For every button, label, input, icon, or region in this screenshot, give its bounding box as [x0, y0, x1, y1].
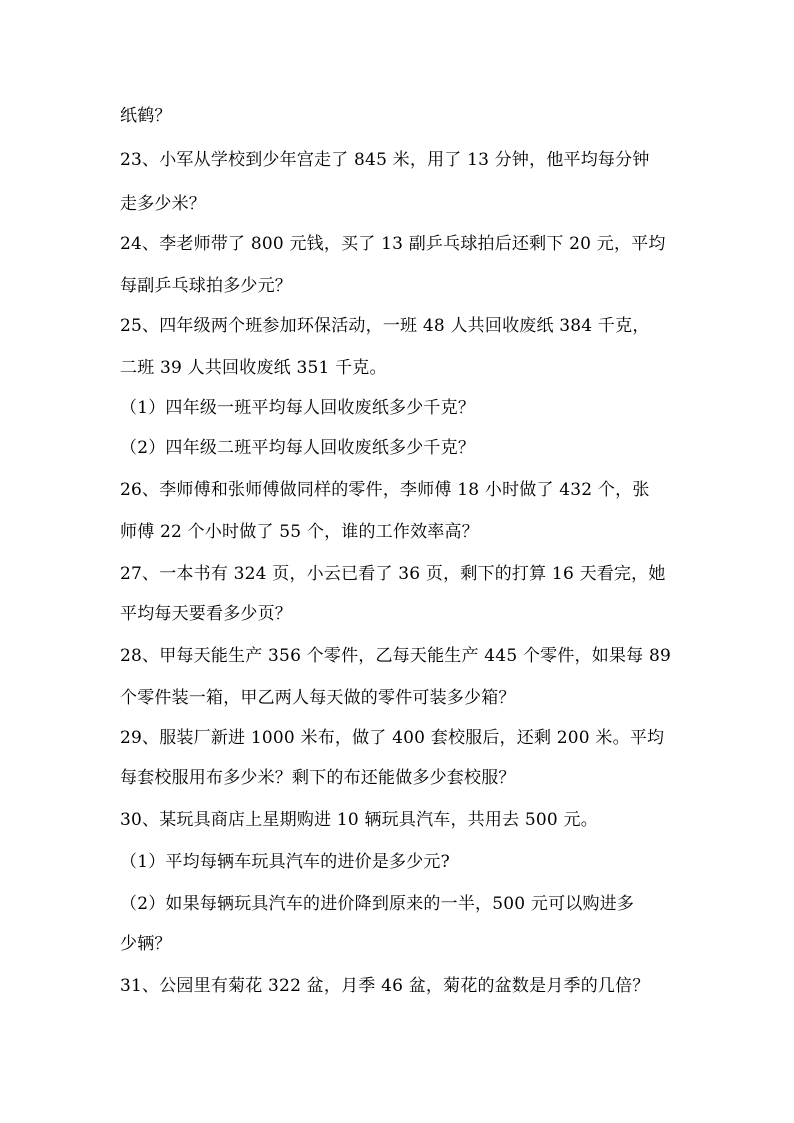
problem-30-subquestion-2-line-1: （2）如果每辆玩具汽车的进价降到原来的一半，500 元可以购进多: [120, 894, 635, 914]
problem-27-line-1: 27、一本书有 324 页，小云已看了 36 页，剩下的打算 16 天看完，她: [120, 564, 666, 584]
problem-24-line-2: 每副乒乓球拍多少元？: [120, 276, 292, 296]
problem-29-line-1: 29、服装厂新进 1000 米布，做了 400 套校服后，还剩 200 米。平均: [120, 728, 665, 748]
problem-31-line-1: 31、公园里有菊花 322 盆，月季 46 盆，菊花的盆数是月季的几倍？: [120, 976, 650, 996]
problem-25-subquestion-1: （1）四年级一班平均每人回收废纸多少千克？: [120, 398, 476, 418]
problem-30-subquestion-1: （1）平均每辆车玩具汽车的进价是多少元?: [120, 852, 450, 872]
problem-25-line-2: 二班 39 人共回收废纸 351 千克。: [120, 358, 387, 378]
problem-28-line-1: 28、甲每天能生产 356 个零件，乙每天能生产 445 个零件，如果每 89: [120, 646, 671, 666]
problem-27-line-2: 平均每天要看多少页？: [120, 604, 292, 624]
problem-29-line-2: 每套校服用布多少米？剩下的布还能做多少套校服？: [120, 768, 516, 788]
problem-24-line-1: 24、李老师带了 800 元钱，买了 13 副乒乓球拍后还剩下 20 元，平均: [120, 234, 666, 254]
problem-23-line-1: 23、小军从学校到少年宫走了 845 米，用了 13 分钟，他平均每分钟: [120, 150, 650, 170]
text-line-1: 纸鹤？: [120, 106, 172, 126]
problem-25-subquestion-2: （2）四年级二班平均每人回收废纸多少千克？: [120, 438, 476, 458]
problem-30-line-1: 30、某玩具商店上星期购进 10 辆玩具汽车，共用去 500 元。: [120, 810, 598, 830]
problem-25-line-1: 25、四年级两个班参加环保活动，一班 48 人共回收废纸 384 千克，: [120, 316, 650, 336]
problem-30-subquestion-2-line-2: 少辆？: [120, 934, 172, 954]
problem-26-line-1: 26、李师傅和张师傅做同样的零件，李师傅 18 小时做了 432 个，张: [120, 480, 650, 500]
problem-28-line-2: 个零件装一箱，甲乙两人每天做的零件可装多少箱？: [120, 688, 516, 708]
problem-23-line-2: 走多少米？: [120, 194, 206, 214]
problem-26-line-2: 师傅 22 个小时做了 55 个，谁的工作效率高？: [120, 522, 479, 542]
